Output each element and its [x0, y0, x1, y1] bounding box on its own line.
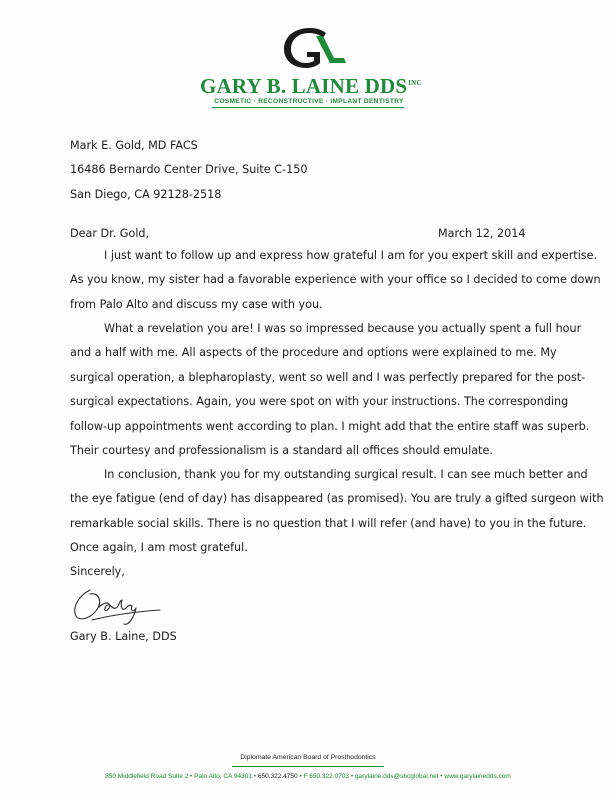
closing: Sincerely, — [70, 565, 125, 578]
letterhead-divider — [212, 107, 404, 108]
recipient-name: Mark E. Gold, MD FACS — [70, 139, 198, 152]
paragraph-line: the eye fatigue (end of day) has disappeared (as promised). You are truly a gifted surgeon with — [70, 492, 604, 506]
footer-contact — [20, 773, 596, 780]
paragraph-line: remarkable social skills. There is no question that I will refer (and have) to you in the future. — [70, 516, 587, 530]
recipient-city: San Diego, CA 92128-2518 — [70, 188, 222, 201]
body-paragraph-1 — [70, 244, 601, 317]
footer-credential: Diplomate American Board of Prosthodontics — [240, 754, 376, 761]
body-paragraph-3 — [70, 463, 604, 561]
footer-address: 850 Middlefield Road Suite 2 • Palo Alto, CA 94301 • — [105, 773, 258, 780]
footer-fax-email-web: • F 650.322.0703 • garylaine.dds@sbcglobal.net • www.garylainedds.com — [297, 773, 511, 780]
paragraph-line: and a half with me. All aspects of the procedure and options were explained to me. My — [70, 346, 557, 360]
footer-divider — [232, 766, 384, 767]
practice-tagline: COSMETIC · RECONSTRUCTIVE · IMPLANT DENTISTRY — [214, 98, 404, 105]
body-paragraph-2 — [70, 317, 590, 463]
practice-name-text: GARY B. LAINE DDS — [200, 74, 408, 98]
paragraph-line: follow-up appointments went according to plan. I might add that the entire staff was superb. — [70, 419, 590, 433]
letter-date: March 12, 2014 — [438, 227, 526, 240]
salutation: Dear Dr. Gold, — [70, 227, 150, 240]
paragraph-line: Once again, I am most grateful. — [70, 541, 248, 555]
signature-stroke — [75, 590, 160, 624]
logo-l-shape — [316, 36, 346, 63]
paragraph-line: Their courtesy and professionalism is a standard all offices should emulate. — [70, 444, 493, 458]
practice-name — [200, 74, 422, 99]
handwritten-signature — [68, 582, 168, 628]
paragraph-line: In conclusion, thank you for my outstanding surgical result. I can see much better and — [104, 468, 588, 481]
paragraph-line: surgical expectations. Again, you were spot on with your instructions. The corresponding — [70, 395, 569, 409]
signer-name: Gary B. Laine, DDS — [70, 630, 177, 643]
recipient-street: 16486 Bernardo Center Drive, Suite C-150 — [70, 163, 308, 176]
logo-g-shape — [284, 28, 326, 68]
practice-name-suffix: INC — [408, 79, 422, 87]
footer-phone: 650.322.4750 — [257, 773, 298, 780]
paragraph-line: surgical operation, a blepharoplasty, went so well and I was perfectly prepared for the post- — [70, 370, 586, 384]
paragraph-line: I just want to follow up and express how grateful I am for you expert skill and expertise. — [104, 249, 598, 262]
paragraph-line: from Palo Alto and discuss my case with you. — [70, 297, 323, 311]
paragraph-line: As you know, my sister had a favorable experience with your office so I decided to come down — [70, 273, 601, 287]
monogram-logo — [272, 22, 348, 74]
paragraph-line: What a revelation you are! I was so impressed because you actually spent a full hour — [104, 322, 582, 335]
